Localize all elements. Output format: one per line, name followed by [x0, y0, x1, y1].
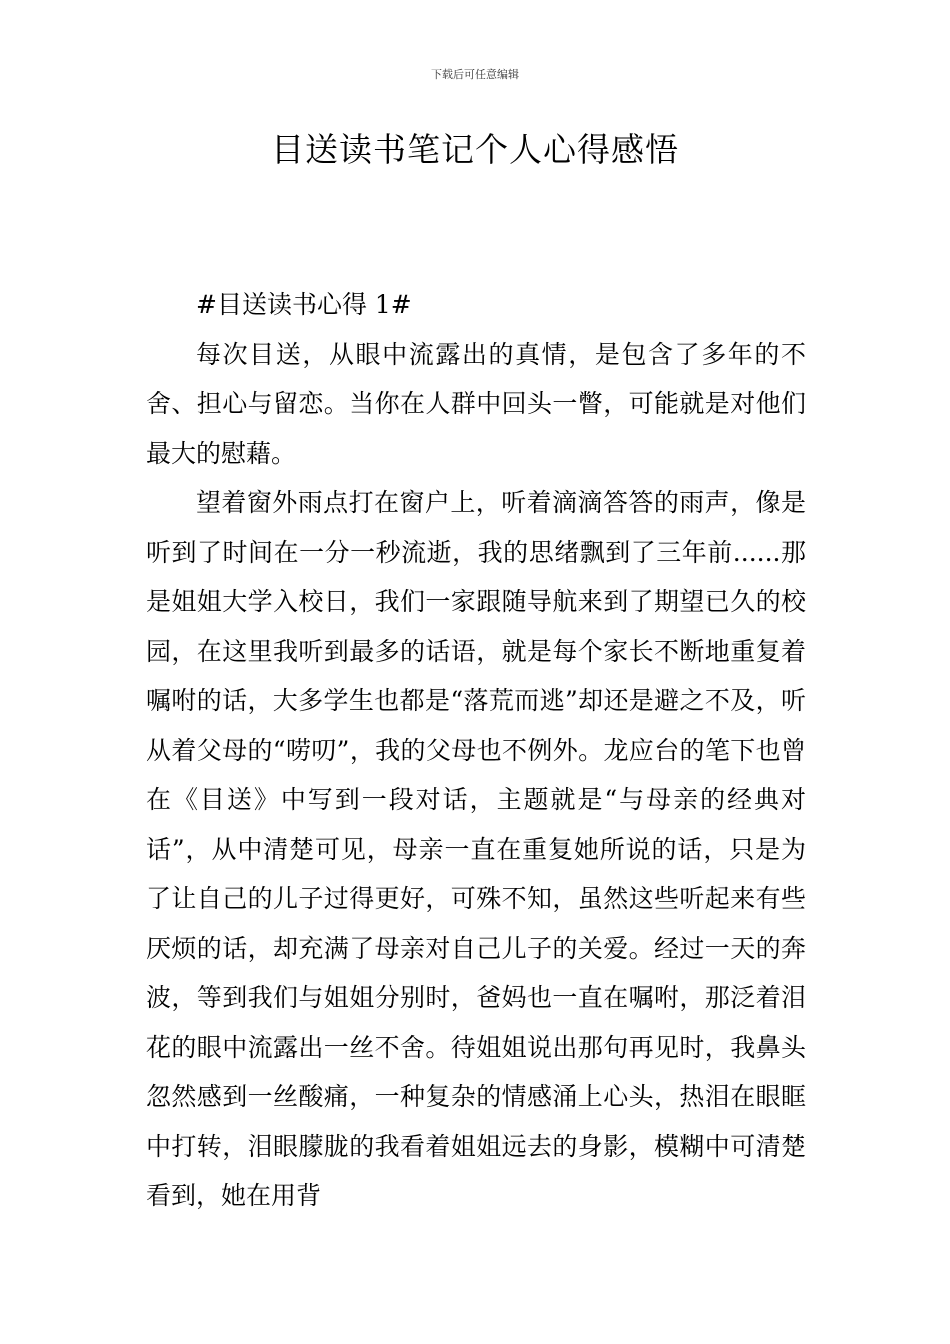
paragraph-1: 每次目送，从眼中流露出的真情，是包含了多年的不舍、担心与留恋。当你在人群中回头一瞥，可能就是对他们最大的慰藉。 [146, 339, 806, 468]
page-header-note: 下载后可任意编辑 [431, 68, 519, 81]
paragraph-2: 望着窗外雨点打在窗户上，听着滴滴答答的雨声，像是听到了时间在一分一秒流逝，我的思绪飘到了三年前......那是姐姐大学入校日，我们一家跟随导航来到了期望已久的校园，在这里我听到最多的话语，就是每个家长不断地重复着嘱咐的话，大多学生也都是“落荒而逃”却还是避之不及，听从着父母的“唠叨”，我的父母也不例外。龙应台的笔下也曾在《目送》中写到一段对话，主题就是“与母亲的经典对话”，从中清楚可见，母亲一直在重复她所说的话，只是为了让自己的儿子过得更好，可殊不知，虽然这些听起来有些厌烦的话，却充满了母亲对自己儿子的关爱。经过一天的奔波，等到我们与姐姐分别时，爸妈也一直在嘱咐，那泛着泪花的眼中流露出一丝不舍。待姐姐说出那句再见时，我鼻头忽然感到一丝酸痛，一种复杂的情感涌上心头，热泪在眼眶中打转，泪眼朦胧的我看着姐姐远去的身影，模糊中可清楚看到，她在用背 [146, 488, 806, 1210]
section-heading: #目送读书心得 1# [196, 290, 412, 319]
document-title: 目送读书笔记个人心得感悟 [271, 130, 679, 169]
document-body [146, 280, 806, 1221]
